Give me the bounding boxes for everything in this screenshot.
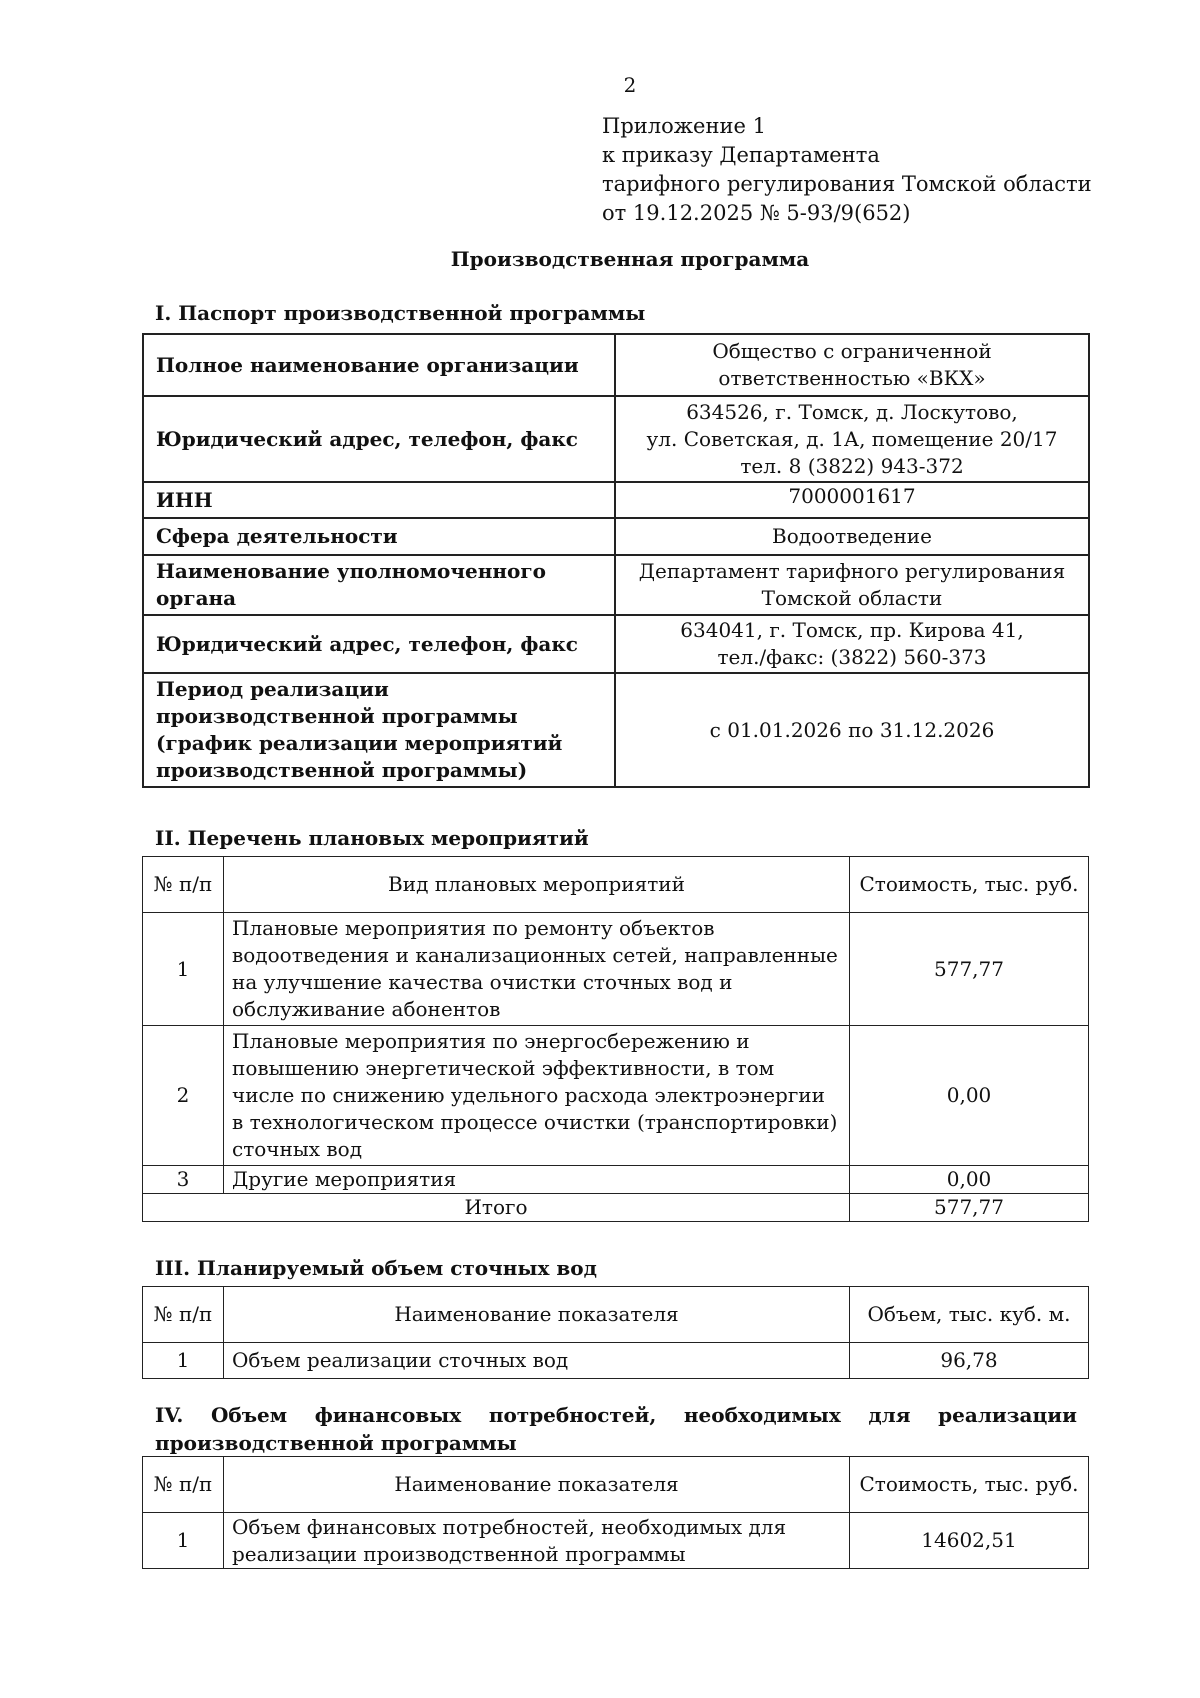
heading-word: для xyxy=(868,1403,911,1427)
table-row xyxy=(143,1513,1089,1569)
table-row xyxy=(143,913,1089,1026)
appendix-line: к приказу Департамента xyxy=(602,143,880,167)
indicator-value: 96,78 xyxy=(850,1343,1089,1379)
passport-label: ИНН xyxy=(143,482,615,518)
financial-needs-table xyxy=(142,1456,1089,1569)
table-row xyxy=(143,334,1089,396)
passport-label: Юридический адрес, телефон, факс xyxy=(143,615,615,673)
passport-table xyxy=(142,333,1090,788)
heading-line: производственной программы xyxy=(155,1431,517,1455)
column-header-name: Наименование показателя xyxy=(224,1457,850,1513)
section4-heading xyxy=(155,1401,1077,1457)
table-row xyxy=(143,518,1089,555)
passport-label: Полное наименование организации xyxy=(143,334,615,396)
column-header-volume: Объем, тыс. куб. м. xyxy=(850,1287,1089,1343)
table-total-row xyxy=(143,1194,1089,1222)
indicator-cost: 14602,51 xyxy=(850,1513,1089,1569)
table-row xyxy=(143,1026,1089,1166)
heading-word: IV. xyxy=(155,1403,184,1427)
passport-label: Юридический адрес, телефон, факс xyxy=(143,396,615,482)
passport-value: Общество с ограниченной ответственностью «ВКХ» xyxy=(615,334,1089,396)
measure-name: Другие мероприятия xyxy=(224,1166,850,1194)
section1-heading: I. Паспорт производственной программы xyxy=(155,301,646,325)
column-header-name: Наименование показателя xyxy=(224,1287,850,1343)
measure-name: Плановые мероприятия по ремонту объектов водоотведения и канализационных сетей, направленные на улучшение качества очистки сточных вод и обслуживание абонентов xyxy=(224,913,850,1026)
indicator-name: Объем реализации сточных вод xyxy=(224,1343,850,1379)
table-row xyxy=(143,482,1089,518)
total-label: Итого xyxy=(143,1194,850,1222)
row-number: 1 xyxy=(143,913,224,1026)
table-header-row xyxy=(143,1457,1089,1513)
heading-word: Объем xyxy=(210,1403,288,1427)
column-header-number: № п/п xyxy=(143,857,224,913)
heading-word: реализации xyxy=(938,1403,1077,1427)
row-number: 1 xyxy=(143,1513,224,1569)
passport-value: Департамент тарифного регулирования Томской области xyxy=(615,555,1089,615)
table-header-row xyxy=(143,1287,1089,1343)
row-number: 2 xyxy=(143,1026,224,1166)
passport-value: 7000001617 xyxy=(615,482,1089,518)
column-header-number: № п/п xyxy=(143,1287,224,1343)
table-row xyxy=(143,1166,1089,1194)
passport-label: Сфера деятельности xyxy=(143,518,615,555)
measure-cost: 0,00 xyxy=(850,1166,1089,1194)
row-number: 1 xyxy=(143,1343,224,1379)
passport-label: Наименование уполномоченного органа xyxy=(143,555,615,615)
passport-value: Водоотведение xyxy=(615,518,1089,555)
indicator-name: Объем финансовых потребностей, необходимых для реализации производственной программы xyxy=(224,1513,850,1569)
measures-table xyxy=(142,856,1089,1222)
passport-value: 634041, г. Томск, пр. Кирова 41, тел./факс: (3822) 560-373 xyxy=(615,615,1089,673)
total-value: 577,77 xyxy=(850,1194,1089,1222)
heading-word: необходимых xyxy=(683,1403,841,1427)
heading-word: финансовых xyxy=(314,1403,462,1427)
passport-label: Период реализации производственной программы (график реализации мероприятий производственной программы) xyxy=(143,673,615,787)
column-header-cost: Стоимость, тыс. руб. xyxy=(850,1457,1089,1513)
measure-cost: 0,00 xyxy=(850,1026,1089,1166)
passport-value: 634526, г. Томск, д. Лоскутово, ул. Советская, д. 1А, помещение 20/17 тел. 8 (3822) 943-372 xyxy=(615,396,1089,482)
table-row xyxy=(143,555,1089,615)
page-number: 2 xyxy=(623,73,637,97)
column-header-number: № п/п xyxy=(143,1457,224,1513)
section2-heading: II. Перечень плановых мероприятий xyxy=(155,826,589,850)
heading-word: потребностей, xyxy=(488,1403,657,1427)
table-row xyxy=(143,1343,1089,1379)
document-title: Производственная программа xyxy=(450,247,810,271)
appendix-line: тарифного регулирования Томской области xyxy=(602,172,1092,196)
wastewater-volume-table xyxy=(142,1286,1089,1379)
table-row xyxy=(143,615,1089,673)
column-header-cost: Стоимость, тыс. руб. xyxy=(850,857,1089,913)
appendix-block xyxy=(602,112,1092,228)
column-header-name: Вид плановых мероприятий xyxy=(224,857,850,913)
passport-value: с 01.01.2026 по 31.12.2026 xyxy=(615,673,1089,787)
measure-cost: 577,77 xyxy=(850,913,1089,1026)
table-header-row xyxy=(143,857,1089,913)
appendix-line: от 19.12.2025 № 5-93/9(652) xyxy=(602,201,911,225)
measure-name: Плановые мероприятия по энергосбережению и повышению энергетической эффективности, в том числе по снижению удельного расхода электроэнергии в технологическом процессе очистки (транспортировки) сточных вод xyxy=(224,1026,850,1166)
row-number: 3 xyxy=(143,1166,224,1194)
table-row xyxy=(143,673,1089,787)
table-row xyxy=(143,396,1089,482)
appendix-line: Приложение 1 xyxy=(602,114,766,138)
section3-heading: III. Планируемый объем сточных вод xyxy=(155,1256,597,1280)
